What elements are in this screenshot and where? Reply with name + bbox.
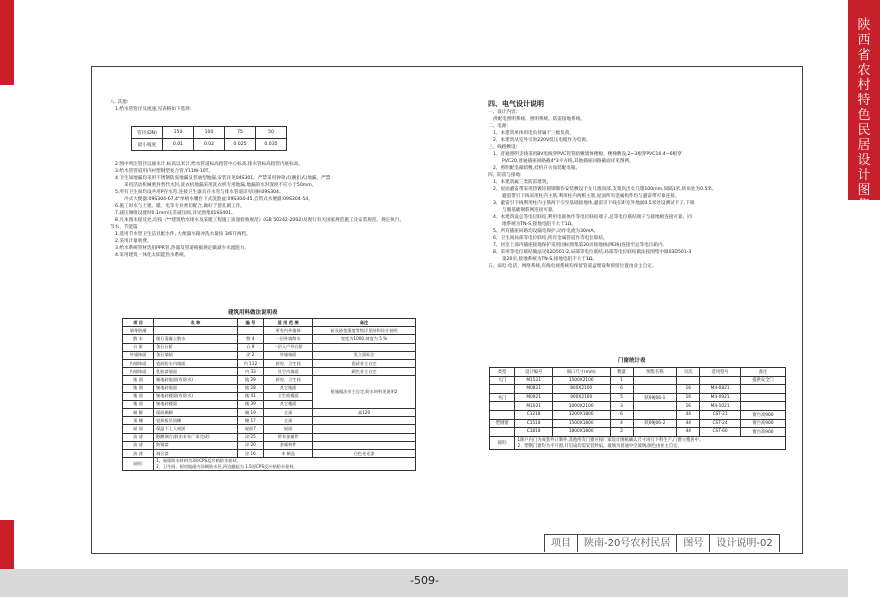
note-line: 二、电源:: [488, 124, 508, 129]
table-cell: 5: [610, 393, 633, 402]
note-line: 5.所有卫生间均设共用P存水弯,连接卫生器具存水弯与排水管道详见国标09S304。: [115, 190, 284, 195]
table-row: [490, 410, 786, 419]
table-cell: [740, 402, 785, 411]
table-cell: 陕09J06-2: [633, 419, 677, 428]
table-note-label: 说明:: [123, 458, 154, 471]
table-row: [490, 376, 786, 385]
table-row: [123, 450, 416, 458]
table-cell: [313, 441, 416, 449]
table-cell: 75: [225, 127, 256, 139]
note-line: 4.采用建筑一体化太阳能热水系统。: [115, 253, 189, 258]
table-row: [490, 393, 786, 402]
table-cell: 台 阶: [123, 343, 154, 351]
table-note-line: 2、卫生间、厨房地面内涂刷防水层,四边翻起为 1.5厚CPS反应粘防水卷材。: [156, 464, 298, 470]
title-block: [544, 534, 780, 552]
table-cell: 1000X2100: [552, 402, 610, 411]
table-cell: 窗台高900: [740, 419, 785, 428]
table-cell: 最小坡度: [132, 139, 163, 151]
table-cell: 所有内外墙体: [264, 327, 313, 335]
table-row: [123, 409, 416, 417]
table-cell: 铺地砖地面(有防水): [154, 376, 238, 384]
table-cell: 6: [610, 410, 633, 419]
table-row: [490, 428, 786, 437]
page-number: -509-: [410, 574, 439, 587]
table-cell: 外墙饰面: [123, 351, 154, 359]
table-cell: [633, 376, 677, 385]
plumbing-notes-top: [110, 99, 435, 113]
table-cell: 所有金属件: [264, 433, 313, 441]
table-cell: 楼 41: [237, 392, 263, 400]
table-cell: 条石墙裙: [154, 351, 238, 359]
table-cell: 面砖踢脚: [154, 409, 238, 417]
note-line: 2、屋面避雷带采用热镀锌圆钢制作安装敷设于女儿墙顶部,支架高出女儿墙100mm,间隔1米,转角处为0.5米。: [493, 187, 717, 192]
table-cell: 瓷砖业主自定: [313, 359, 416, 367]
table-cell: [490, 428, 515, 437]
table-cell: 16: [677, 385, 700, 394]
table-cell: 木 制品: [264, 450, 313, 458]
table-cell: [740, 385, 785, 394]
table-cell: [633, 428, 677, 437]
table-header-cell: 适 用 范 围: [264, 319, 313, 327]
note-line: 1、本建筑属三类防雷建筑。: [493, 180, 552, 185]
table-cell: CST-21: [700, 410, 741, 419]
door-window-table-title: 门窗统计表: [618, 358, 646, 364]
side-title-char: 色: [857, 108, 871, 123]
table-cell: 踢 19: [237, 409, 263, 417]
table-header-cell: 备注: [313, 319, 416, 327]
table-cell: 排施做法业主自定,防水材料见说明2: [313, 376, 416, 409]
table-cell: 金属构件: [264, 441, 313, 449]
table-cell: M0921: [515, 393, 553, 402]
table-cell: 2: [610, 428, 633, 437]
table-cell: 保温不上人屋面: [154, 425, 238, 433]
table-note-line: 2、塑钢门窗均为平开窗,开启扇均需安装纱扇。玻璃为普通中空玻璃,颜色由业主自定。: [517, 443, 682, 449]
table-cell: 内墙饰面: [123, 359, 154, 367]
note-line: 八. 其他:: [110, 100, 129, 105]
note-line: 3.给水系统管材选用PPR管,热器及管道根据规定做减少水流阻力。: [115, 246, 250, 251]
note-line: 第20页,接地系统为TN-S,接地电阻不大于1Ω。: [502, 257, 597, 262]
table-cell: 50: [256, 127, 287, 139]
table-cell: CST-24: [700, 419, 741, 428]
table-cell: 44: [677, 419, 700, 428]
note-line: 4.卫生间地漏均采用不锈钢防臭地漏及普通型地漏,安装详见04S301。严禁采用钟罩式(碗扣式)地漏。严禁: [115, 176, 331, 181]
table-cell: C1818: [515, 428, 553, 437]
table-cell: [633, 410, 677, 419]
table-cell: 塑钢窗: [490, 419, 515, 428]
title-block-project-name: 陕南-20号农村民居: [578, 535, 677, 552]
table-cell: 窗台高900: [740, 428, 785, 437]
table-cell: 踢 脚: [123, 409, 154, 417]
table-cell: 全部: [264, 417, 313, 425]
table-row: [123, 376, 416, 384]
table-cell: 44: [677, 428, 700, 437]
table-cell: 厨房、卫生间: [264, 376, 313, 384]
table-cell: 900X2100: [552, 393, 610, 402]
table-header-row: [123, 319, 416, 327]
side-title-char: 设: [857, 153, 871, 168]
note-line: 1、本建筑单体用电负荷属于三级负荷。: [493, 131, 575, 136]
table-header-cell: 设计编号: [515, 368, 553, 377]
note-line: 2、照明配电箱暗敷,挂机开关加装配电箱。: [493, 166, 581, 171]
table-row: [132, 127, 287, 139]
table-cell: [633, 385, 677, 394]
plumbing-notes: [110, 161, 435, 259]
note-line: 2、本建筑从室外引进220V低压电缆作为电源。: [493, 138, 591, 143]
table-cell: 墙身防潮: [123, 327, 154, 335]
table-cell: 涂 20: [237, 441, 263, 449]
table-cell: 3: [610, 402, 633, 411]
side-title-char: 村: [857, 78, 871, 93]
table-row: [123, 368, 416, 376]
table-row: [490, 419, 786, 428]
table-cell: [490, 402, 515, 411]
table-header-cell: 名 称: [154, 319, 238, 327]
table-cell: 地 面: [123, 384, 154, 392]
note-line: 2.采用计量收费。: [115, 239, 152, 244]
table-cell: 屋面7: [237, 425, 263, 433]
table-cell: 6: [610, 385, 633, 394]
table-cell: [490, 410, 515, 419]
table-cell: 1200X1800: [552, 410, 610, 419]
side-title-char: 农: [857, 63, 871, 78]
note-line: 7.减压阀组设置时0.1mm压差减压阀,详见图集01SS401。: [115, 211, 236, 216]
table-cell: 砖及砂浆强度等级详见结构设计说明: [313, 327, 416, 335]
note-line: 四、防雷与接地:: [488, 173, 522, 178]
note-line: 采用活动机械密封替代水封,洗衣机地漏采用洗衣机专用地漏,地漏的水封深度不应小于50mm。: [124, 183, 317, 188]
table-cell: 一层外墙散水: [264, 335, 313, 343]
table-cell: C1518: [515, 419, 553, 428]
table-cell: [313, 417, 416, 425]
table-cell: [313, 343, 416, 351]
table-cell: 0.035: [256, 139, 287, 151]
table-row: [123, 359, 416, 367]
note-line: 一、设计内容:: [488, 110, 518, 115]
table-cell: [633, 402, 677, 411]
note-line: 三、线路敷设:: [488, 145, 518, 150]
table-cell: [700, 376, 741, 385]
table-cell: M4-0921: [700, 393, 741, 402]
table-cell: 楼 39: [237, 400, 263, 408]
table-cell: 涂 16: [237, 450, 263, 458]
table-cell: 颜色业主自定: [313, 368, 416, 376]
table-header-cell: 项 目: [123, 319, 154, 327]
table-cell: 乳胶漆墙面: [154, 368, 238, 376]
table-header-cell: 备注: [740, 368, 785, 377]
table-cell: 高120: [313, 409, 416, 417]
table-cell: 散 4: [237, 335, 263, 343]
pipe-slope-table: [131, 126, 287, 151]
table-cell: 条石台阶: [154, 343, 238, 351]
note-line: 地系统为TN-S,接地电阻不大于1Ω。: [502, 222, 576, 227]
table-header-cell: 图集名称: [633, 368, 677, 377]
table-cell: 内 112: [237, 359, 263, 367]
table-cell: M1021: [515, 402, 553, 411]
table-note-cell: [515, 436, 786, 449]
side-title-char: 计: [857, 168, 871, 183]
table-cell: 1500X1800: [552, 419, 610, 428]
table-cell: 散 水: [123, 335, 154, 343]
table-cell: 楼 面: [123, 400, 154, 408]
table-cell: 铺地砖楼面(有防水): [154, 392, 238, 400]
table-cell: 涂 25: [237, 433, 263, 441]
table-note-line: 1除户内门为成套外订制外,其他所有门窗应按厂家设计图纸确认尺寸再行下料生产,门窗立樘居中。: [517, 437, 704, 443]
table-cell: 窗台高900: [740, 410, 785, 419]
table-cell: 地 28: [237, 384, 263, 392]
table-row: [490, 385, 786, 394]
note-line: 8.凡本图未提及处,均按《**建筑给水排水及采暖工程施工质量验收规范》(GB 50242-2002)及现行有关国家规范施工及安装规范、规定执行。: [115, 218, 405, 223]
title-block-drawing-label: 图号: [677, 535, 710, 552]
table-cell: 其它地面: [264, 384, 313, 392]
note-line: 冷式大便器:09S304-67,4"单柄水嘴台下式洗脸盆:09S304-45,自带式水便器:09S304-54。: [124, 197, 313, 202]
table-cell: 油 漆: [123, 441, 154, 449]
note-line: 1.给水管管径及流速,见表格如下选择:: [115, 107, 192, 112]
table-row: [132, 139, 287, 151]
table-cell: 大门: [490, 376, 515, 385]
table-cell: CST-60: [700, 428, 741, 437]
note-line: 供配电照明系统、照明系统、防雷接地系统。: [493, 117, 585, 122]
table-header-cell: 页次: [677, 368, 700, 377]
table-cell: M4-0821: [700, 385, 741, 394]
table-cell: 楼 面: [123, 392, 154, 400]
table-cell: 1500X2100: [552, 376, 610, 385]
table-cell: 16: [677, 402, 700, 411]
table-cell: 一层入户外台阶: [264, 343, 313, 351]
table-row: [123, 441, 416, 449]
table-cell: 全部: [264, 409, 313, 417]
side-title-char: 西: [857, 33, 871, 48]
table-cell: 外墙墙面: [264, 351, 313, 359]
table-row: [490, 402, 786, 411]
table-cell: [313, 433, 416, 441]
note-line: 8、采用等电位联结做法见02D501-2,局部等电位联结,局部等电位联结做法按图集中做03D501-3: [493, 250, 692, 255]
table-cell: 管径(DN): [132, 127, 163, 139]
note-line: 与圈基础钢筋网连接可靠。: [502, 208, 558, 213]
table-header-cell: 选用型号: [700, 368, 741, 377]
table-cell: 0.02: [194, 139, 225, 151]
table-cell: M4-1021: [700, 402, 741, 411]
table-cell: [313, 425, 416, 433]
table-note-line: 1、屋面防水材料为3厚CPS反应粘防水卷材。: [156, 458, 241, 464]
table-cell: 150: [163, 127, 194, 139]
table-cell: C1218: [515, 410, 553, 419]
note-line: 4、本建筑设总等电位联结,利用电联体作等电位联结端子,总等电位联结端子与接地极连接可靠。同: [493, 215, 692, 220]
table-header-cell: 编 号: [237, 319, 263, 327]
table-row: [123, 327, 416, 335]
table-row: [123, 343, 416, 351]
table-cell: [154, 327, 238, 335]
table-row: [123, 425, 416, 433]
table-cell: 地 29: [237, 376, 263, 384]
table-row: [123, 351, 416, 359]
side-title-char: 特: [857, 93, 871, 108]
table-cell: [740, 393, 785, 402]
table-cell: 油 漆: [123, 450, 154, 458]
table-cell: 油 漆: [123, 433, 154, 441]
table-cell: 厨房、卫生间: [264, 359, 313, 367]
table-header-cell: 类型: [490, 368, 515, 377]
table-cell: [490, 385, 515, 394]
note-line: 2.图中所注管径以通水计,标高以米计,给水管道标高指管中心标高,排水管标高指管内底标高。: [115, 162, 303, 167]
note-line: 避雷带引下线采用柱内主筋,利用柱内两根主筋,屋面所有金属构件均与避雷带可靠连接。: [502, 194, 680, 199]
table-cell: 0.025: [225, 139, 256, 151]
note-line: 3.给水管管道用内衬塑钢塑复合管,Y11W-10T。: [115, 169, 214, 174]
table-cell: 调合漆: [154, 450, 238, 458]
table-cell: 卫生间楼面: [264, 392, 313, 400]
table-cell: 陕09J06-1: [633, 393, 677, 402]
table-cell: [237, 327, 263, 335]
note-line: 1、普通照明支线采用BV电线穿PVC管管暗敷墙体楼板、楼梯敷设,2~3根穿PVC16,4~6根穿: [493, 152, 682, 157]
table-cell: 细石混凝土散水: [154, 335, 238, 343]
title-block-project-label: 项目: [545, 535, 578, 552]
side-title-char: 图: [857, 183, 871, 198]
table-cell: M1521: [515, 376, 553, 385]
table-note-cell: [154, 458, 416, 471]
table-cell: 4: [610, 419, 633, 428]
table-cell: 白色亮光漆: [313, 450, 416, 458]
table-note-row: [123, 458, 416, 471]
table-cell: 1: [610, 376, 633, 385]
table-row: [123, 433, 416, 441]
table-header-cell: 洞口尺寸(mm): [552, 368, 610, 377]
material-table-title: 建筑用料做法说明表: [228, 310, 278, 316]
red-corner-top-left: [0, 0, 14, 85]
table-cell: 屋面: [264, 425, 313, 433]
table-cell: 防锈漆: [154, 441, 238, 449]
side-title-char: 集: [857, 198, 871, 213]
table-cell: 瓷砖防水内墙面: [154, 359, 238, 367]
table-cell: 0.01: [163, 139, 194, 151]
door-window-table: [489, 367, 786, 450]
table-cell: 100: [194, 127, 225, 139]
note-line: 节水、节能篇: [110, 225, 138, 230]
table-cell: 屋 面: [123, 425, 154, 433]
table-cell: 木门: [490, 393, 515, 402]
table-note-row: [490, 436, 786, 449]
table-cell: 16: [677, 393, 700, 402]
note-line: 五、弱电:电话、网络系统,有线电视系统均预留管道盒埋设和预留位置由业主自定。: [488, 264, 657, 269]
table-row: [123, 417, 416, 425]
note-line: 5、所有插座回路均设漏电保护,动作电流为30mA。: [493, 229, 599, 234]
electrical-notes: [488, 99, 788, 270]
note-line: 3、避雷引下线利用柱内主筋两下引至基础接地体,避雷引下线在距室外地面0.5米处设测试卡子,下端: [493, 201, 695, 206]
table-cell: 1800X1800: [552, 428, 610, 437]
table-cell: 内墙饰面: [123, 368, 154, 376]
table-cell: 800X2100: [552, 385, 610, 394]
side-title-char: 陕: [857, 18, 871, 33]
table-cell: 铝扣板吊顶棚: [154, 417, 238, 425]
table-row: [123, 335, 416, 343]
table-cell: 地 面: [123, 376, 154, 384]
title-block-drawing-name: 设计说明-02: [710, 535, 779, 552]
table-cell: 顶 棚: [123, 417, 154, 425]
table-cell: 见立面标注: [313, 351, 416, 359]
note-line: 7、居室上部内插座接地保护采用国标图集第20页接地线(PE线)连接至总等电位箱内。: [493, 243, 668, 248]
table-note-label: 说明:: [490, 436, 515, 449]
table-header-row: [490, 368, 786, 377]
note-line: PVC20,普通插座回路截4*3平方线,其他插座回路截面详见图例。: [502, 159, 634, 164]
side-title-char: 居: [857, 138, 871, 153]
table-cell: M0821: [515, 385, 553, 394]
note-line: 6、卫生间局部等电位联结,所有金属管道作等电位联结。: [493, 236, 608, 241]
table-cell: 涂 2: [237, 351, 263, 359]
table-cell: 宽度为1000,坡度为 5 %: [313, 335, 416, 343]
table-header-cell: 数量: [610, 368, 633, 377]
table-cell: 铺地砖楼面: [154, 400, 238, 408]
table-cell: 其它内墙面: [264, 368, 313, 376]
material-table: [122, 318, 416, 471]
table-cell: 内 33: [237, 368, 263, 376]
table-cell: 提供安全门: [740, 376, 785, 385]
side-title-char: 民: [857, 123, 871, 138]
table-cell: 台 9: [237, 343, 263, 351]
table-cell: 44: [677, 410, 700, 419]
table-cell: 铺地砖地面: [154, 384, 238, 392]
table-cell: 醇酸调合漆(由专业厂家完成): [154, 433, 238, 441]
electrical-heading: 四、电气设计说明: [488, 100, 544, 108]
table-cell: [677, 376, 700, 385]
side-title-char: 省: [857, 48, 871, 63]
table-cell: 其它楼面: [264, 400, 313, 408]
side-title: [848, 18, 880, 213]
note-line: 1.选用节水型卫生洁具配水件, 大便器水箱冲洗水量按 3/6升两档。: [115, 232, 251, 237]
note-line: 6.施工时水与土建、暖、电等专业密切配合,做好于留孔洞工作。: [115, 204, 245, 209]
table-cell: 棚 17: [237, 417, 263, 425]
